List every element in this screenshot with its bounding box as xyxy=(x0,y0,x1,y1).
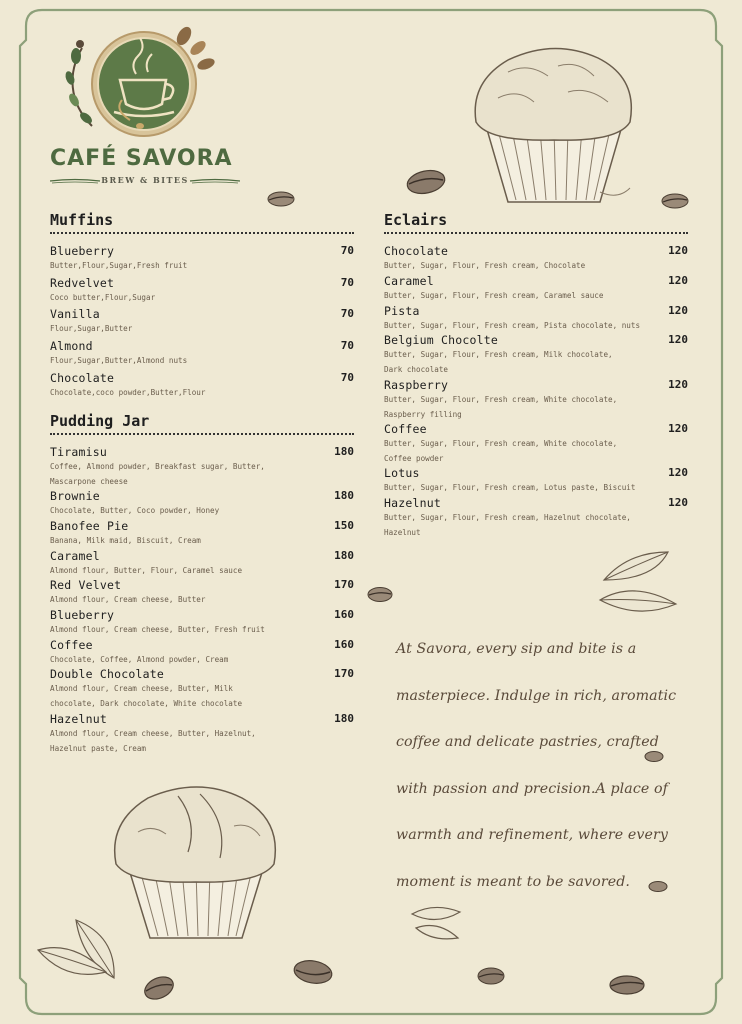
menu-item: Hazelnut 180 Almond flour, Cream cheese, Butter, Hazelnut, Hazelnut paste, Cream xyxy=(50,712,354,753)
section-divider xyxy=(50,232,354,234)
item-price: 120 xyxy=(668,274,688,287)
leaf-icon xyxy=(598,550,678,616)
coffee-bean-icon xyxy=(366,586,394,603)
menu-item: Tiramisu 180 Coffee, Almond powder, Breakfast sugar, Butter, Mascarpone cheese xyxy=(50,445,354,486)
section-title-pudding: Pudding Jar xyxy=(50,412,150,430)
section-title-muffins: Muffins xyxy=(50,211,114,229)
leaf-icon xyxy=(36,916,120,982)
coffee-bean-icon xyxy=(476,966,506,986)
menu-item: Lotus 120 Butter, Sugar, Flour, Fresh cream, Lotus paste, Biscuit xyxy=(384,466,688,492)
menu-item: Banofee Pie 150 Banana, Milk maid, Biscuit, Cream xyxy=(50,519,354,545)
coffee-bean-icon xyxy=(660,192,690,210)
menu-item: Almond 70 Flour,Sugar,Butter,Almond nuts xyxy=(50,339,354,365)
tagline-paragraph: At Savora, every sip and bite is a masterpiece. Indulge in rich, aromatic coffee and delicate pastries, crafted with passion and precision.A place of warmth and refinement, where every moment is meant to be savored. xyxy=(396,641,677,890)
menu-item: Chocolate 120 Butter, Sugar, Flour, Fresh cream, Chocolate xyxy=(384,244,688,270)
leaf-icon xyxy=(408,902,464,942)
item-price: 180 xyxy=(334,445,354,458)
coffee-bean-icon xyxy=(142,975,176,1001)
item-price: 170 xyxy=(334,578,354,591)
item-price: 120 xyxy=(668,496,688,509)
item-price: 70 xyxy=(340,276,354,289)
coffee-bean-icon xyxy=(292,958,334,986)
item-price: 180 xyxy=(334,549,354,562)
item-price: 120 xyxy=(668,244,688,257)
item-price: 70 xyxy=(340,244,354,257)
item-price: 120 xyxy=(668,466,688,479)
menu-item: Blueberry 70 Butter,Flour,Sugar,Fresh fruit xyxy=(50,244,354,270)
item-price: 120 xyxy=(668,422,688,435)
brand-subtitle: BREW & BITES xyxy=(101,175,189,185)
menu-item: Raspberry 120 Butter, Sugar, Flour, Fresh cream, White chocolate, Raspberry filling xyxy=(384,378,688,419)
item-price: 180 xyxy=(334,489,354,502)
item-price: 160 xyxy=(334,638,354,651)
section-divider xyxy=(50,433,354,435)
item-price: 170 xyxy=(334,667,354,680)
muffin-illustration xyxy=(468,42,638,208)
item-price: 150 xyxy=(334,519,354,532)
cafe-logo-icon xyxy=(58,22,228,144)
coffee-bean-icon xyxy=(608,974,646,996)
menu-item: Coffee 160 Chocolate, Coffee, Almond powder, Cream xyxy=(50,638,354,664)
item-price: 180 xyxy=(334,712,354,725)
menu-item: Chocolate 70 Chocolate,coco powder,Butter,Flour xyxy=(50,371,354,397)
menu-item: Double Chocolate 170 Almond flour, Cream cheese, Butter, Milk chocolate, Dark chocolate, White chocolate xyxy=(50,667,354,708)
coffee-bean-icon xyxy=(266,190,296,208)
menu-item: Blueberry 160 Almond flour, Cream cheese, Butter, Fresh fruit xyxy=(50,608,354,634)
item-price: 70 xyxy=(340,371,354,384)
item-price: 120 xyxy=(668,304,688,317)
item-price: 70 xyxy=(340,307,354,320)
menu-item: Redvelvet 70 Coco butter,Flour,Sugar xyxy=(50,276,354,302)
section-divider xyxy=(384,232,688,234)
item-price: 160 xyxy=(334,608,354,621)
menu-item: Coffee 120 Butter, Sugar, Flour, Fresh cream, White chocolate, Coffee powder xyxy=(384,422,688,463)
item-price: 70 xyxy=(340,339,354,352)
muffin-illustration xyxy=(108,782,284,944)
item-price: 120 xyxy=(668,333,688,346)
menu-item: Hazelnut 120 Butter, Sugar, Flour, Fresh cream, Hazelnut chocolate, Hazelnut xyxy=(384,496,688,537)
menu-item: Vanilla 70 Flour,Sugar,Butter xyxy=(50,307,354,333)
menu-item: Caramel 180 Almond flour, Butter, Flour, Caramel sauce xyxy=(50,549,354,575)
menu-item: Brownie 180 Chocolate, Butter, Coco powder, Honey xyxy=(50,489,354,515)
section-title-eclairs: Eclairs xyxy=(384,211,448,229)
coffee-bean-icon xyxy=(405,168,447,196)
menu-item: Red Velvet 170 Almond flour, Cream cheese, Butter xyxy=(50,578,354,604)
menu-item: Caramel 120 Butter, Sugar, Flour, Fresh cream, Caramel sauce xyxy=(384,274,688,300)
brand-name: CAFÉ SAVORA xyxy=(50,146,233,171)
menu-item: Belgium Chocolte 120 Butter, Sugar, Flour, Fresh cream, Milk chocolate, Dark chocolate xyxy=(384,333,688,374)
item-price: 120 xyxy=(668,378,688,391)
menu-item: Pista 120 Butter, Sugar, Flour, Fresh cream, Pista chocolate, nuts xyxy=(384,304,688,330)
